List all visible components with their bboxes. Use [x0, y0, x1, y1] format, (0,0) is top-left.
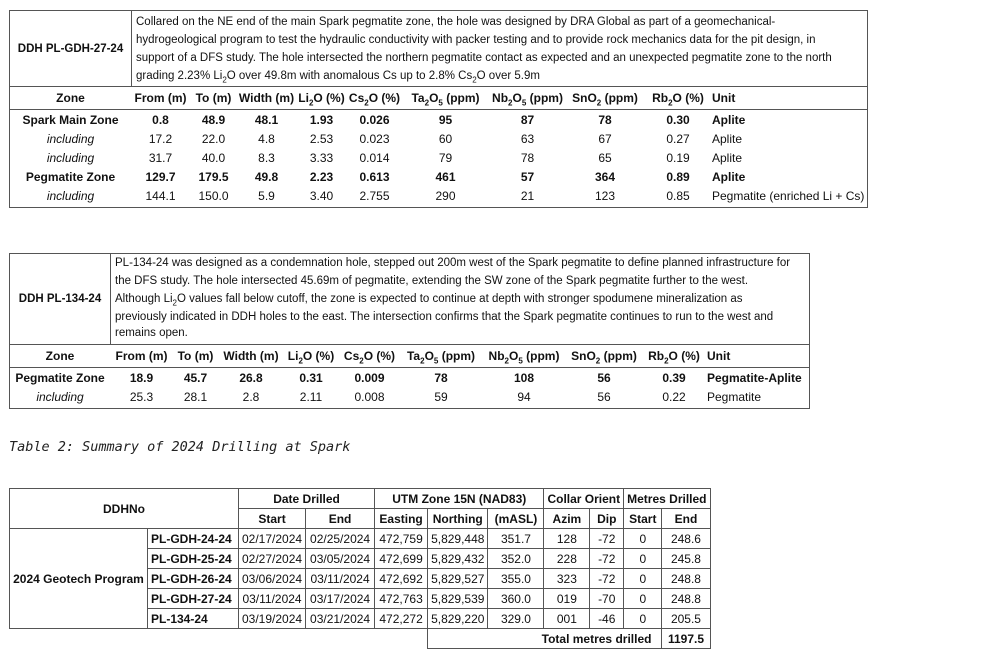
col-date-drilled: Date Drilled: [239, 489, 375, 509]
table-row: [10, 167, 867, 186]
table-cell: Aplite: [712, 150, 743, 165]
col-collar-orient: Collar Orient: [544, 489, 624, 509]
table-cell: 02/25/2024: [306, 529, 375, 549]
table-cell: Pegmatite Zone: [25, 169, 116, 184]
table-cell: 0.009: [354, 370, 385, 385]
hole2-block: [9, 253, 810, 409]
drilling-summary-table: [9, 488, 711, 649]
table-cell: 150.0: [198, 188, 229, 203]
table-cell: 31.7: [148, 150, 173, 165]
table-row: [10, 529, 711, 549]
hole1-desc-line: support of a DFS study. The hole intersected the northern pegmatite contact as expected and an unexpected pegmatite zone to the north: [136, 52, 832, 64]
table-cell: Dip: [590, 509, 624, 529]
col-nb2o5: $Nb_2O_5$ (ppm): [481, 345, 567, 368]
table-cell: 0.27: [666, 131, 690, 146]
table-cell: 0.613: [359, 169, 390, 184]
col-utm: UTM Zone 15N (NAD83): [375, 489, 544, 509]
table-cell: 360.0: [488, 589, 544, 609]
table-cell: 0.31: [299, 370, 323, 385]
table-cell: Pegmatite Zone: [15, 370, 105, 385]
table-cell: -72: [590, 549, 624, 569]
table-cell: 461: [435, 169, 456, 184]
table-cell: 17.2: [148, 131, 173, 146]
hole2-desc-line: Although $Li_2O$ values fall below cutoff, the zone is expected to continue at depth with stronger spodumene mineralization as: [115, 293, 743, 308]
hole1-header: [10, 11, 867, 87]
table-cell: including: [46, 131, 95, 146]
table-cell: [375, 629, 428, 649]
table-cell: 87: [520, 112, 535, 127]
table-cell: 2.8: [242, 389, 260, 404]
table-cell: 0: [624, 529, 662, 549]
col-rb2o: $Rb_2O$ (%): [644, 87, 712, 110]
table-cell: 248.6: [662, 529, 710, 549]
col-zone: Zone: [10, 87, 131, 110]
table-cell: 123: [594, 188, 616, 203]
table-cell: 18.9: [129, 370, 154, 385]
col-to: To (m): [173, 345, 218, 368]
table-cell: 001: [544, 609, 590, 629]
table-cell: 472,763: [375, 589, 428, 609]
col-zone: Zone: [10, 345, 110, 368]
table-cell: 63: [520, 131, 535, 146]
table-cell: Northing: [428, 509, 488, 529]
col-unit: Unit: [707, 345, 809, 368]
table-cell: 49.8: [254, 169, 279, 184]
table-cell: Azim: [544, 509, 590, 529]
table-cell: 4.8: [258, 131, 275, 146]
table-cell: 48.9: [201, 112, 226, 127]
col-cs2o: $Cs_2O$ (%): [338, 345, 401, 368]
table-cell: [10, 629, 239, 649]
col-width: Width (m): [237, 87, 296, 110]
hole2-desc-line: remains open.: [115, 327, 188, 339]
table-cell: 26.8: [239, 370, 263, 385]
table-cell: 5,829,539: [428, 589, 488, 609]
table-cell: 0.30: [666, 112, 690, 127]
col-ta2o5: $Ta_2O_5$ (ppm): [401, 345, 481, 368]
table-cell: 22.0: [201, 131, 226, 146]
table-cell: 205.5: [662, 609, 710, 629]
table-cell: PL-GDH-26-24: [148, 569, 239, 589]
table-cell: 0.8: [152, 112, 169, 127]
table-cell: 128: [544, 529, 590, 549]
table-cell: 5,829,527: [428, 569, 488, 589]
table-cell: Start: [239, 509, 306, 529]
table-cell: 108: [513, 370, 535, 385]
table-cell: 03/06/2024: [239, 569, 306, 589]
table-cell: -72: [590, 569, 624, 589]
hole2-assay-table: [10, 345, 809, 406]
table-row: [10, 186, 867, 205]
table-cell: 02/17/2024: [239, 529, 306, 549]
table-cell: 78: [520, 150, 535, 165]
table-cell: 228: [544, 549, 590, 569]
table-cell: 472,759: [375, 529, 428, 549]
table-cell: 94: [517, 389, 531, 404]
table-cell: 59: [434, 389, 448, 404]
hole2-header: [10, 254, 809, 345]
table-cell: 56: [597, 370, 611, 385]
table-row: [10, 368, 809, 388]
table-cell: 355.0: [488, 569, 544, 589]
col-metres-drilled: Metres Drilled: [624, 489, 710, 509]
table-cell: 2.755: [359, 188, 390, 203]
table-cell: Pegmatite (enriched Li + Cs): [712, 188, 865, 203]
summary-header-row: [10, 489, 711, 509]
hole1-description: [132, 11, 836, 86]
table-cell: 5.9: [258, 188, 275, 203]
table-cell: 03/11/2024: [306, 569, 375, 589]
hole1-desc-line: Collared on the NE end of the main Spark pegmatite zone, the hole was designed by DRA Global as part of a geomechanical-: [136, 16, 776, 28]
table-cell: 245.8: [662, 549, 710, 569]
table-cell: (mASL): [488, 509, 544, 529]
table-cell: 79: [438, 150, 453, 165]
table-row: [10, 387, 809, 406]
table-cell: 472,699: [375, 549, 428, 569]
table-cell: 472,272: [375, 609, 428, 629]
table-cell: 03/19/2024: [239, 609, 306, 629]
table-cell: 0.85: [666, 188, 690, 203]
total-value: 1197.5: [662, 629, 710, 649]
table-cell: PL-GDH-27-24: [148, 589, 239, 609]
table-cell: including: [46, 188, 95, 203]
col-nb2o5: $Nb_2O_5$ (ppm): [489, 87, 566, 110]
table-cell: 0: [624, 609, 662, 629]
col-ta2o5: $Ta_2O_5$ (ppm): [402, 87, 489, 110]
table-cell: 290: [435, 188, 456, 203]
table-cell: PL-GDH-25-24: [148, 549, 239, 569]
col-cs2o: $Cs_2O$ (%): [347, 87, 402, 110]
table-cell: 78: [434, 370, 448, 385]
table-cell: Aplite: [712, 131, 743, 146]
hole2-description: [111, 254, 794, 344]
table-cell: 60: [438, 131, 453, 146]
table-cell: 45.7: [183, 370, 208, 385]
hole2-desc-line: PL-134-24 was designed as a condemnation hole, stepped out 200m west of the Spark pegmatite to define planned infrastructure for: [115, 257, 791, 269]
table-cell: 0.39: [662, 370, 686, 385]
table-row: [10, 148, 867, 167]
table-cell: Aplite: [712, 169, 746, 184]
table-cell: 0.19: [666, 150, 690, 165]
table-cell: PL-134-24: [148, 609, 239, 629]
col-rb2o: $Rb_2O$ (%): [641, 345, 707, 368]
table-row: [10, 110, 867, 130]
col-from: From (m): [131, 87, 190, 110]
hole1-desc-line: grading 2.23% $Li_2O$ over 49.8m with anomalous Cs up to 2.8% $Cs_2O$ over 5.9m: [136, 70, 540, 85]
table-cell: Easting: [375, 509, 428, 529]
table-cell: 019: [544, 589, 590, 609]
table-cell: 323: [544, 569, 590, 589]
table-cell: 25.3: [129, 389, 154, 404]
col-sno2: SnO$_2$ (ppm): [566, 87, 644, 110]
table-cell: 5,829,448: [428, 529, 488, 549]
col-li2o: $Li_2O$ (%): [284, 345, 338, 368]
col-width: Width (m): [218, 345, 284, 368]
table-cell: -70: [590, 589, 624, 609]
table-cell: End: [306, 509, 375, 529]
table-cell: 03/11/2024: [239, 589, 306, 609]
total-row: [10, 629, 711, 649]
table-cell: Pegmatite: [707, 389, 762, 404]
table-cell: 0.89: [666, 169, 690, 184]
table-cell: 352.0: [488, 549, 544, 569]
hole1-assay-table: [10, 87, 867, 205]
table-cell: 3.40: [309, 188, 334, 203]
table-cell: 0: [624, 589, 662, 609]
table-cell: 2.11: [299, 389, 323, 404]
col-ddhno: DDHNo: [10, 489, 239, 529]
table-cell: 56: [597, 389, 611, 404]
col-unit: Unit: [712, 87, 867, 110]
table-cell: -46: [590, 609, 624, 629]
table-cell: 65: [598, 150, 612, 165]
table-cell: 0: [624, 569, 662, 589]
table-cell: 472,692: [375, 569, 428, 589]
table-cell: 351.7: [488, 529, 544, 549]
hole1-desc-line: hydrogeological program to test the hydraulic conductivity with packer testing and to provide rock mechanics data for the pit design, in: [136, 34, 816, 46]
table-cell: 57: [520, 169, 535, 184]
table-cell: 248.8: [662, 569, 710, 589]
table-cell: 5,829,220: [428, 609, 488, 629]
table-cell: 248.8: [662, 589, 710, 609]
table-cell: 02/27/2024: [239, 549, 306, 569]
table-cell: Aplite: [712, 112, 746, 127]
col-sno2: SnO$_2$ (ppm): [567, 345, 641, 368]
assay-header-row: [10, 87, 867, 110]
assay-header-row: [10, 345, 809, 368]
table-cell: 2.53: [309, 131, 334, 146]
program-label: 2024 Geotech Program: [10, 529, 148, 629]
table-cell: 364: [594, 169, 616, 184]
table-cell: 3.33: [309, 150, 334, 165]
hole2-desc-line: the DFS study. The hole intersected 45.69m of pegmatite, extending the SW zone of the Spark pegmatite further to the west.: [115, 275, 749, 287]
table-cell: including: [46, 150, 95, 165]
table-cell: End: [662, 509, 710, 529]
table-cell: 0.023: [359, 131, 390, 146]
table-cell: 144.1: [145, 188, 176, 203]
table-cell: -72: [590, 529, 624, 549]
table-cell: 03/17/2024: [306, 589, 375, 609]
table-cell: 03/21/2024: [306, 609, 375, 629]
table-cell: 329.0: [488, 609, 544, 629]
table-row: [10, 129, 867, 148]
table-cell: including: [36, 389, 84, 404]
table-cell: 48.1: [254, 112, 279, 127]
table-cell: PL-GDH-24-24: [148, 529, 239, 549]
table-cell: 179.5: [198, 169, 229, 184]
table-cell: 21: [520, 188, 535, 203]
table-cell: 0.026: [359, 112, 390, 127]
table-cell: 03/05/2024: [306, 549, 375, 569]
table-cell: [239, 629, 375, 649]
table-cell: 1.93: [309, 112, 334, 127]
hole1-id: DDH PL-GDH-27-24: [10, 11, 132, 86]
table-cell: 78: [598, 112, 612, 127]
table-cell: 5,829,432: [428, 549, 488, 569]
col-from: From (m): [110, 345, 173, 368]
col-li2o: $Li_2O$ (%): [296, 87, 347, 110]
table-cell: 0.014: [359, 150, 390, 165]
total-label: Total metres drilled: [428, 629, 662, 649]
table-cell: 0: [624, 549, 662, 569]
hole2-id: DDH PL-134-24: [10, 254, 111, 344]
table-cell: 0.008: [354, 389, 385, 404]
col-to: To (m): [190, 87, 237, 110]
table-cell: 67: [598, 131, 612, 146]
table-cell: Pegmatite-Aplite: [707, 370, 802, 385]
table-cell: 129.7: [145, 169, 176, 184]
hole1-block: [9, 10, 868, 208]
table-cell: 0.22: [662, 389, 686, 404]
table-cell: 40.0: [201, 150, 226, 165]
table-cell: Spark Main Zone: [22, 112, 119, 127]
table-cell: 8.3: [258, 150, 275, 165]
table-caption: Table 2: Summary of 2024 Drilling at Spark: [9, 439, 351, 455]
table-cell: 2.23: [309, 169, 334, 184]
hole2-desc-line: previously indicated in DDH holes to the east. The intersection confirms that the Spark pegmatite continues to run to the west and: [115, 311, 774, 323]
table-cell: Start: [624, 509, 662, 529]
table-cell: 95: [438, 112, 453, 127]
table-cell: 28.1: [183, 389, 208, 404]
